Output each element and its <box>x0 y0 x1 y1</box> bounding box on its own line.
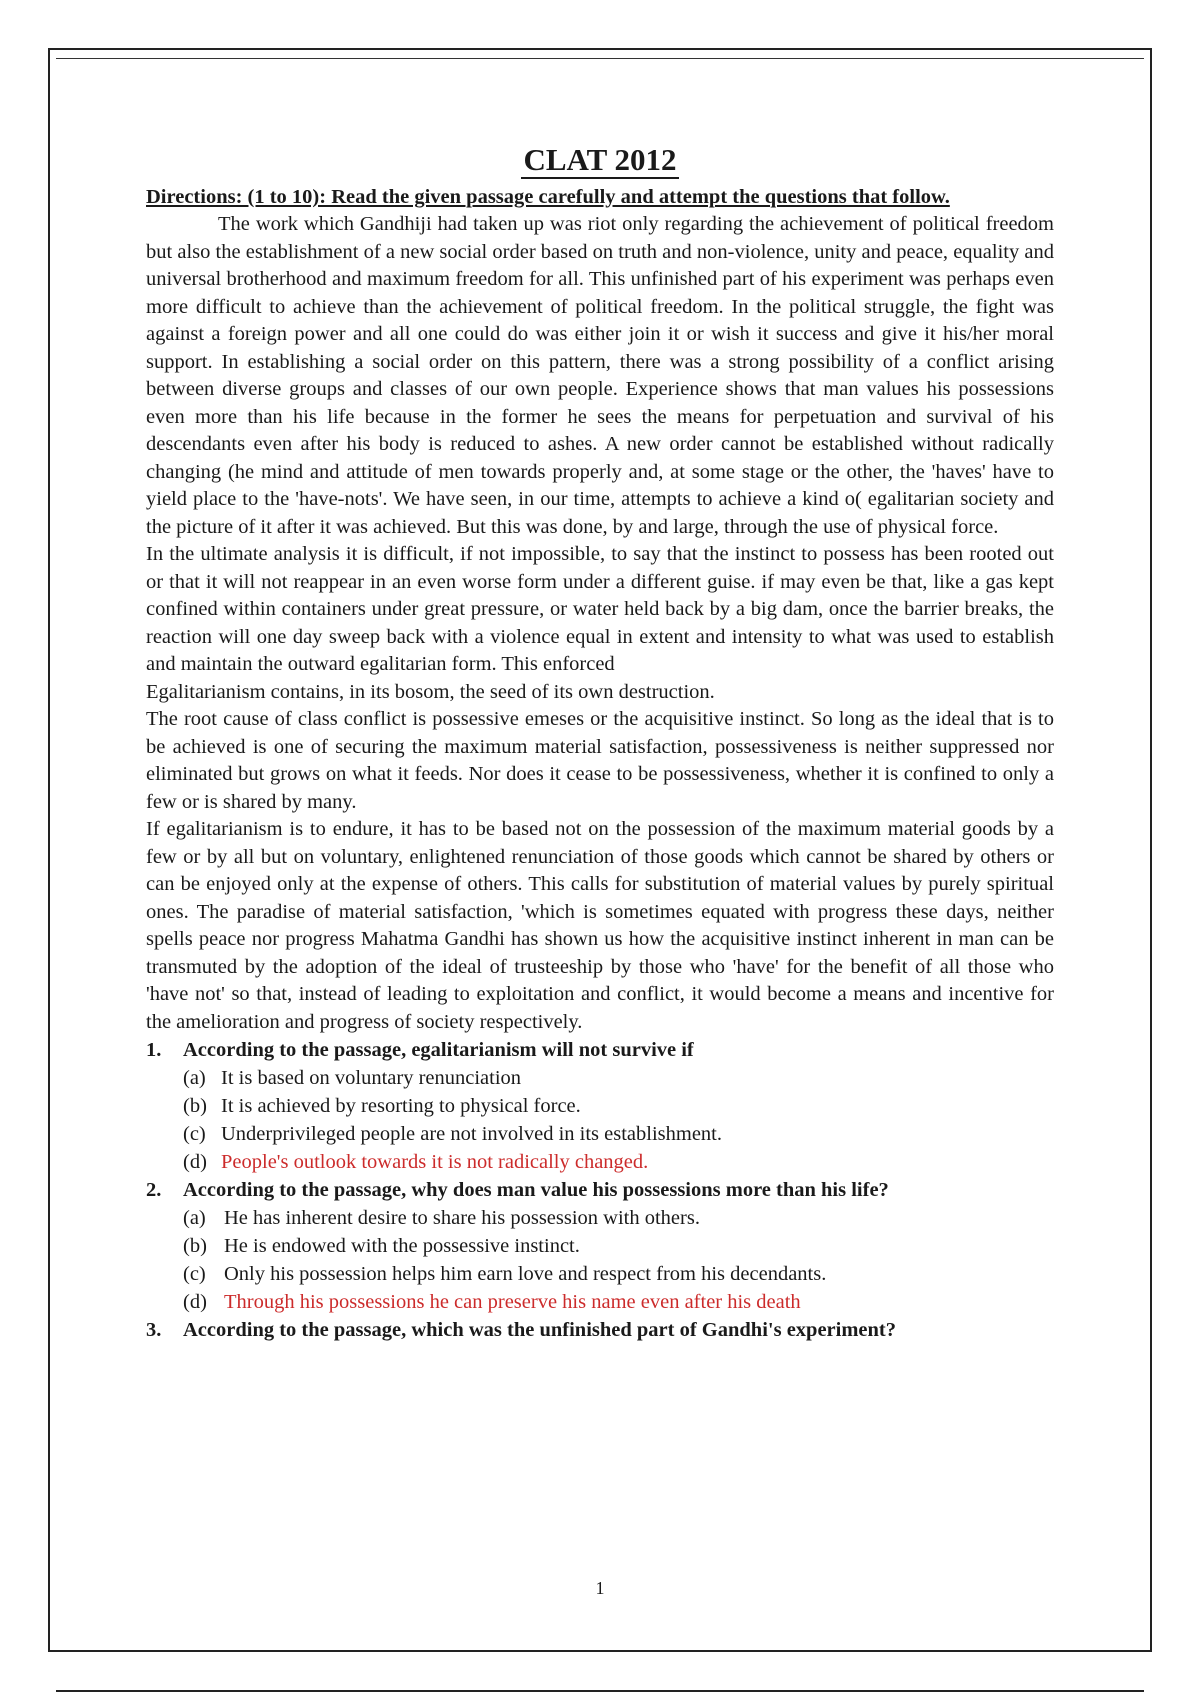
question-text: 2. According to the passage, why does man value his possessions more than his life? <box>146 1179 889 1202</box>
page-number: 1 <box>595 1578 605 1598</box>
question-text: 3. According to the passage, which was the unfinished part of Gandhi's experiment? <box>146 1319 896 1342</box>
question-3 <box>146 1316 1054 1344</box>
passage-paragraph: If egalitarianism is to endure, it has to be based not on the possession of the maximum material goods by a few or by all but on voluntary, enlightened renunciation of those goods which cannot be shared by others or can be enjoyed only at the expense of others. This calls for substitution of material values by purely spiritual ones. The paradise of material satisfaction, 'which is sometimes equated with progress these days, neither spells peace nor progress Mahatma Gandhi has shown us how the acquisitive instinct inherent in man can be transmuted by the adoption of the ideal of trusteeship by those who 'have' for the benefit of all those who 'have not' so that, instead of leading to exploitation and conflict, it would become a means and incentive for the amelioration and progress of society respectively. <box>146 818 1054 1033</box>
question-2 <box>146 1176 1054 1316</box>
option-a: (a) It is based on voluntary renunciation <box>183 1067 522 1090</box>
option-d-answer: (d) People's outlook towards it is not radically changed. <box>183 1151 649 1174</box>
option-d-answer: (d) Through his possessions he can preserve his name even after his death <box>183 1291 801 1314</box>
option-c: (c) Underprivileged people are not involved in its establishment. <box>183 1123 722 1146</box>
header-rule <box>56 58 1144 59</box>
option-c: (c) Only his possession helps him earn love and respect from his decendants. <box>183 1263 827 1286</box>
passage-paragraph: Egalitarianism contains, in its bosom, the seed of its own destruction. <box>146 680 715 703</box>
question-1 <box>146 1036 1054 1176</box>
directions: Directions: (1 to 10): Read the given passage carefully and attempt the questions that follow. <box>146 185 950 208</box>
option-b: (b) It is achieved by resorting to physical force. <box>183 1095 581 1118</box>
passage-paragraph: In the ultimate analysis it is difficult, if not impossible, to say that the instinct to possess has been rooted out or that it will not reappear in an even worse form under a different guise. if may even be that, like a gas kept confined within containers under great pressure, or water held back by a big dam, once the barrier breaks, the reaction will one day sweep back with a violence equal in extent and intensity to what was used to establish and maintain the outward egalitarian form. This enforced <box>146 543 1054 676</box>
footer-rule <box>56 1690 1144 1692</box>
question-text: 1. According to the passage, egalitarianism will not survive if <box>146 1039 694 1062</box>
option-a: (a) He has inherent desire to share his possession with others. <box>183 1207 700 1230</box>
document-body <box>146 142 1054 1344</box>
page-title: CLAT 2012 <box>523 142 677 177</box>
option-b: (b) He is endowed with the possessive instinct. <box>183 1235 580 1258</box>
passage-paragraph: The root cause of class conflict is possessive emeses or the acquisitive instinct. So long as the ideal that is to be achieved is one of securing the maximum material satisfaction, possessiveness is neither suppressed nor eliminated but grows on what it feeds. Nor does it cease to be possessiveness, whether it is confined to only a few or is shared by many. <box>146 708 1054 813</box>
passage-paragraph: The work which Gandhiji had taken up was riot only regarding the achievement of political freedom but also the establishment of a new social order based on truth and non-violence, unity and peace, equality and universal brotherhood and maximum freedom for all. This unfinished part of his experiment was perhaps even more difficult to achieve than the achievement of political freedom. In the political struggle, the fight was against a foreign power and all one could do was either join it or wish it success and give it his/her moral support. In establishing a social order on this pattern, there was a strong possibility of a conflict arising between diverse groups and classes of our own people. Experience shows that man values his possessions even more than his life because in the former he sees the means for perpetuation and survival of his descendants even after his body is reduced to ashes. A new order cannot be established without radically changing (he mind and attitude of men towards properly and, at some stage or the other, the 'haves' have to yield place to the 'have-nots'. We have seen, in our time, attempts to achieve a kind o( egalitarian society and the picture of it after it was achieved. But this was done, by and large, through the use of physical force. <box>146 213 1054 538</box>
